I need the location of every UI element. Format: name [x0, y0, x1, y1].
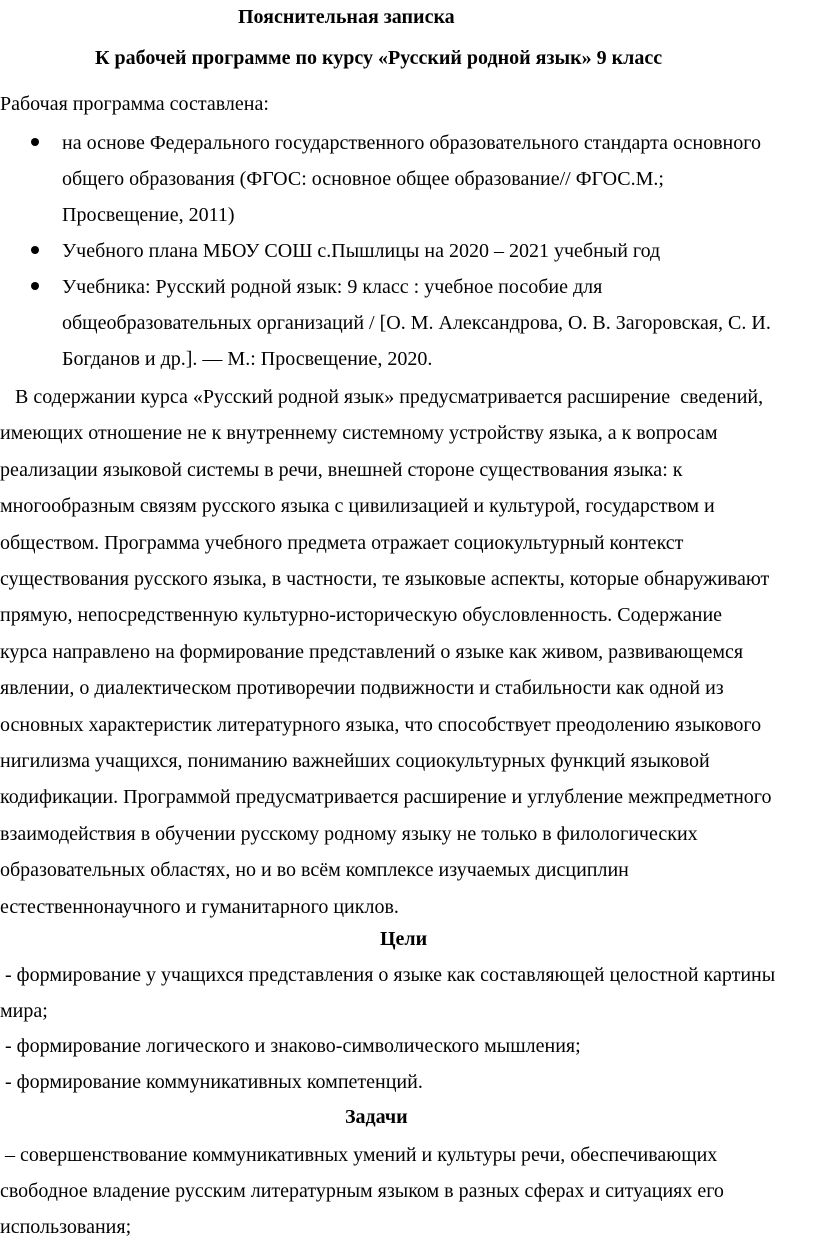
paragraph-line: обществом. Программа учебного предмета отражает социокультурный контекст: [0, 531, 684, 554]
list-item-line: на основе Федерального государственного образовательного стандарта основного: [62, 132, 761, 154]
goals-heading: Цели: [380, 928, 428, 950]
goals-line: - формирование у учащихся представления о языке как составляющей целостной картины: [0, 964, 776, 986]
list-item: [0, 125, 812, 233]
paragraph-line: образовательных областях, но и во всём комплексе изучаемых дисциплин: [0, 859, 629, 882]
paragraph-line: существования русского языка, в частности, те языковые аспекты, которые обнаруживают: [0, 568, 770, 591]
bullet-icon: [31, 246, 39, 254]
list-item: [0, 269, 812, 377]
list-item-line: Учебного плана МБОУ СОШ с.Пышлицы на 2020 – 2021 учебный год: [62, 240, 661, 262]
paragraph-line: основных характеристик литературного языка, что способствует преодолению языкового: [0, 713, 762, 736]
paragraph-line: явлении, о диалектическом противоречии подвижности и стабильности как одной из: [0, 677, 724, 700]
paragraph-line: взаимодействия в обучении русскому родному языку не только в филологических: [0, 822, 698, 845]
paragraph-line: В содержании курса «Русский родной язык» предусматривается расширение сведений,: [0, 386, 764, 408]
intro-text: Рабочая программа составлена:: [0, 93, 269, 115]
body-paragraph: [0, 379, 816, 925]
paragraph-line: многообразным связям русского языка с цивилизацией и культурой, государством и: [0, 495, 715, 518]
tasks-line: – совершенствование коммуникативных умений и культуры речи, обеспечивающих: [0, 1144, 718, 1166]
tasks-line: использования;: [0, 1216, 132, 1238]
goals-list: [0, 958, 816, 1100]
list-item: [0, 233, 812, 269]
bullet-list: [0, 125, 816, 377]
document-title: Пояснительная записка: [238, 6, 455, 28]
paragraph-line: прямую, непосредственную культурно-историческую обусловленность. Содержание: [0, 604, 723, 627]
list-item-line: Просвещение, 2011): [62, 204, 235, 226]
tasks-line: свободное владение русским литературным языком в разных сферах и ситуациях его: [0, 1180, 724, 1202]
list-item-line: общего образования (ФГОС: основное общее образование// ФГОС.М.;: [62, 168, 664, 190]
paragraph-line: курса направлено на формирование представлений о языке как живом, развивающемся: [0, 640, 744, 663]
paragraph-line: естественнонаучного и гуманитарного циклов.: [0, 895, 399, 918]
list-item-line: Богданов и др.]. — М.: Просвещение, 2020.: [62, 348, 433, 370]
tasks-heading: Задачи: [345, 1106, 408, 1128]
paragraph-line: нигилизма учащихся, пониманию важнейших социокультурных функций языковой: [0, 750, 710, 773]
bullet-icon: [31, 282, 39, 290]
paragraph-line: имеющих отношение не к внутреннему системному устройству языка, а к вопросам: [0, 422, 718, 445]
tasks-list: [0, 1137, 816, 1245]
list-item-line: Учебника: Русский родной язык: 9 класс : учебное пособие для: [62, 276, 603, 298]
bullet-icon: [31, 138, 39, 146]
paragraph-line: кодификации. Программой предусматривается расширение и углубление межпредметного: [0, 786, 772, 809]
goals-line: - формирование коммуникативных компетенций.: [0, 1070, 423, 1093]
paragraph-line: реализации языковой системы в речи, внешней стороне существования языка: к: [0, 458, 683, 481]
list-item-line: общеобразовательных организаций / [О. М. Александрова, О. В. Загоровская, С. И.: [62, 312, 771, 334]
goals-line: - формирование логического и знаково-символического мышления;: [0, 1035, 581, 1058]
goals-line: мира;: [0, 999, 48, 1022]
document-subtitle: К рабочей программе по курсу «Русский родной язык» 9 класс: [95, 47, 663, 69]
